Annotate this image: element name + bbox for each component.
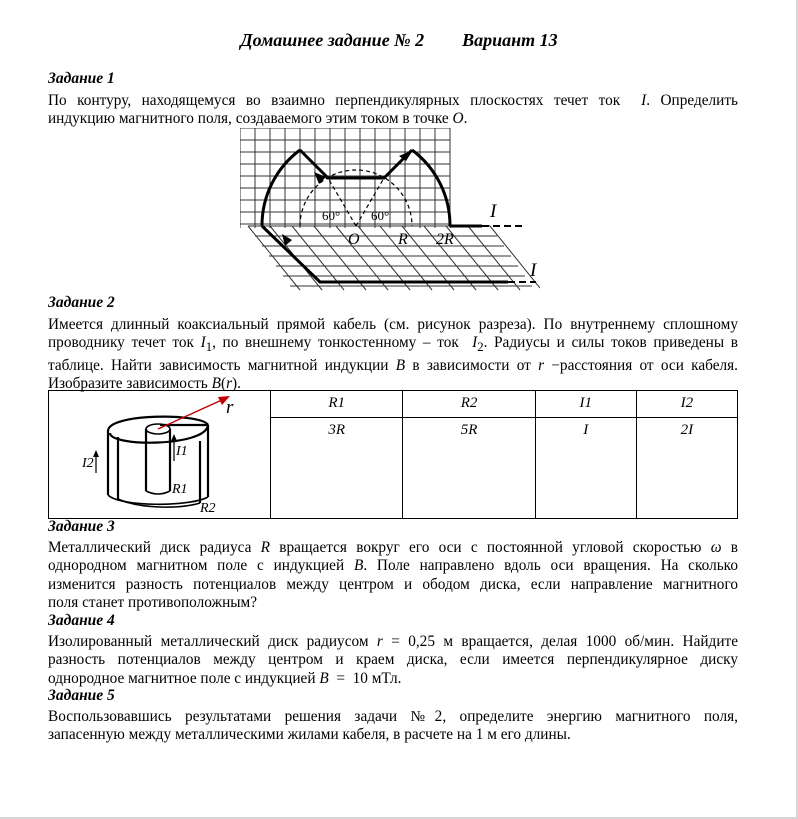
angle-60-right: 60° bbox=[371, 208, 390, 223]
header-r2: R2 bbox=[403, 391, 535, 418]
point-o-label: O bbox=[348, 231, 360, 248]
task2-line-3: таблице. Найти зависимость магнитной индукции B в зависимости от r −расстояния от оси кабеля. bbox=[48, 356, 738, 374]
value-r1: 3R bbox=[271, 418, 403, 519]
header-i1: I1 bbox=[535, 391, 636, 418]
task1-text bbox=[48, 92, 738, 129]
task4-line-3: однородное магнитное поле с индукцией B = 10 мТл. bbox=[48, 669, 402, 687]
task3-line-3: изменится разность потенциалов между центром и ободом диска, если направление магнитного bbox=[48, 575, 738, 593]
current-arrow-icons bbox=[93, 434, 177, 457]
task4-title: Задание 4 bbox=[48, 612, 115, 629]
task1-title: Задание 1 bbox=[48, 70, 115, 87]
angle-60-left: 60° bbox=[322, 208, 341, 223]
value-i1: I bbox=[535, 418, 636, 519]
task4-text bbox=[48, 633, 738, 688]
page-title bbox=[0, 30, 798, 51]
task2-line-2: проводнику течет ток $I_1$, по внешнему тонкостенному – ток $I_2$. Радиусы и силы токов приведены в bbox=[48, 334, 738, 355]
task4-line-1: Изолированный металлический диск радиусом r = 0,25 м вращается, делая 1000 об/мин. Найдите bbox=[48, 633, 738, 650]
r-distance-label: r bbox=[225, 397, 233, 418]
cable-figure bbox=[50, 391, 270, 513]
current-label-top: I bbox=[490, 201, 497, 222]
cable-drawing bbox=[108, 417, 208, 507]
task5-text bbox=[48, 708, 738, 745]
value-i2: 2I bbox=[636, 418, 737, 519]
header-i2: I2 bbox=[636, 391, 737, 418]
task5-title: Задание 5 bbox=[48, 687, 115, 704]
cable-labels bbox=[81, 397, 234, 513]
task1-line-1: По контуру, находящемуся во взаимно перпендикулярных плоскостях течет ток I. Определить bbox=[48, 92, 738, 109]
r1-label: R1 bbox=[171, 482, 188, 497]
value-r2: 5R bbox=[403, 418, 535, 519]
task1-figure bbox=[240, 128, 540, 294]
r-label: R bbox=[398, 231, 408, 248]
task2-line-4: Изобразите зависимость B(r). bbox=[48, 374, 241, 392]
i1-label: I1 bbox=[175, 444, 188, 459]
header-r1: R1 bbox=[271, 391, 403, 418]
cable-figure-cell bbox=[49, 391, 271, 519]
task3-title: Задание 3 bbox=[48, 518, 115, 535]
parameters-table bbox=[48, 390, 738, 519]
task1-line-2: индукцию магнитного поля, создаваемого этим током в точке O. bbox=[48, 110, 468, 128]
task2-text bbox=[48, 316, 738, 393]
2r-label: 2R bbox=[436, 231, 454, 248]
task5-line-2: запасенную между металлическими жилами кабеля, в расчете на 1 м его длины. bbox=[48, 726, 571, 744]
figure1-labels bbox=[322, 201, 538, 281]
task4-line-2: разность потенциалов между центром и краем диска, если имеется перпендикулярное диску bbox=[48, 651, 738, 669]
task5-line-1: Воспользовавшись результатами решения задачи №2, определите энергию магнитного поля, bbox=[48, 708, 738, 725]
task2-line-1: Имеется длинный коаксиальный прямой кабель (см. рисунок разреза). По внутреннему сплошному bbox=[48, 316, 738, 333]
i2-label: I2 bbox=[81, 456, 94, 471]
floor-grid bbox=[248, 226, 540, 290]
variant-label: Вариант 13 bbox=[462, 30, 558, 50]
homework-title: Домашнее задание № 2 bbox=[240, 30, 425, 50]
task2-title: Задание 2 bbox=[48, 294, 115, 311]
task3-line-2: однородном магнитном поле с индукцией B. Поле направлено вдоль оси вращения. На сколько bbox=[48, 557, 738, 575]
task3-line-1: Металлический диск радиуса R вращается вокруг его оси с постоянной угловой скоростью ω в bbox=[48, 539, 738, 556]
task3-line-4: поля станет противоположным? bbox=[48, 593, 258, 611]
current-label-bottom: I bbox=[530, 260, 537, 281]
r2-label: R2 bbox=[199, 501, 216, 513]
task3-text bbox=[48, 539, 738, 612]
